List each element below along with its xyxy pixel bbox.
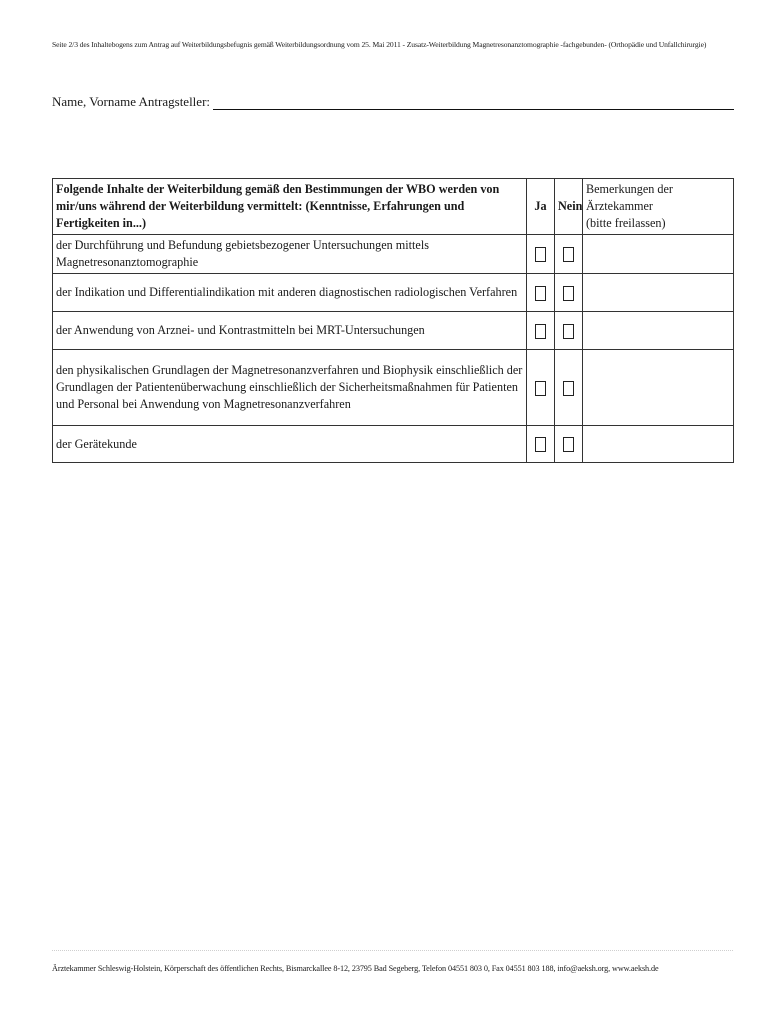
table-row (53, 274, 734, 312)
page-footer: Ärztekammer Schleswig-Holstein, Körperschaft des öffentlichen Rechts, Bismarckallee 8-12, 23795 Bad Segeberg, Telefon 04551 803 0, Fax 04551 803 188, info@aeksh.org, www.aeksh.de (52, 964, 659, 973)
nein-checkbox[interactable] (563, 437, 574, 452)
ja-checkbox[interactable] (535, 381, 546, 396)
remarks-cell (583, 235, 734, 274)
nein-checkbox[interactable] (563, 381, 574, 396)
ja-checkbox[interactable] (535, 286, 546, 301)
remarks-column-header (583, 179, 734, 235)
row-text: der Indikation und Differentialindikation mit anderen diagnostischen radiologischen Verfahren (53, 274, 527, 312)
table-heading: Folgende Inhalte der Weiterbildung gemäß den Bestimmungen der WBO werden von mir/uns während der Weiterbildung vermittelt: (Kenntnisse, Erfahrungen und Fertigkeiten in...) (53, 179, 527, 235)
row-text: der Anwendung von Arznei- und Kontrastmitteln bei MRT-Untersuchungen (53, 312, 527, 350)
remarks-cell (583, 274, 734, 312)
page-header: Seite 2/3 des Inhaltebogens zum Antrag auf Weiterbildungsbefugnis gemäß Weiterbildungsordnung vom 25. Mai 2011 - Zusatz-Weiterbildung Magnetresonanztomographie -fachgebunden- (Orthopädie und Unfallchirurgie) (52, 40, 707, 49)
nein-checkbox[interactable] (563, 247, 574, 262)
training-content-table (52, 178, 734, 463)
table-row (53, 235, 734, 274)
ja-checkbox[interactable] (535, 247, 546, 262)
remarks-cell (583, 350, 734, 426)
nein-checkbox[interactable] (563, 286, 574, 301)
applicant-name-field[interactable] (213, 95, 734, 110)
table-row (53, 312, 734, 350)
ja-checkbox[interactable] (535, 324, 546, 339)
row-text: den physikalischen Grundlagen der Magnetresonanzverfahren und Biophysik einschließlich der Grundlagen der Patientenüberwachung einschließlich der Sicherheitsmaßnahmen für Patienten und Personal bei Anwendung von Magnetresonanzverfahren (53, 350, 527, 426)
nein-checkbox[interactable] (563, 324, 574, 339)
footer-divider (52, 950, 733, 951)
remarks-note: (bitte freilassen) (586, 216, 666, 230)
row-text: der Gerätekunde (53, 426, 527, 463)
row-text: der Durchführung und Befundung gebietsbezogener Untersuchungen mittels Magnetresonanztomographie (53, 235, 527, 274)
table-row (53, 350, 734, 426)
table-header-row (53, 179, 734, 235)
ja-checkbox[interactable] (535, 437, 546, 452)
applicant-name-row (52, 90, 734, 110)
ja-column-header: Ja (527, 179, 555, 235)
remarks-label: Bemerkungen der Ärztekammer (586, 182, 673, 213)
table-row (53, 426, 734, 463)
nein-column-header: Nein (555, 179, 583, 235)
applicant-name-label: Name, Vorname Antragsteller: (52, 94, 211, 109)
remarks-cell (583, 312, 734, 350)
remarks-cell (583, 426, 734, 463)
